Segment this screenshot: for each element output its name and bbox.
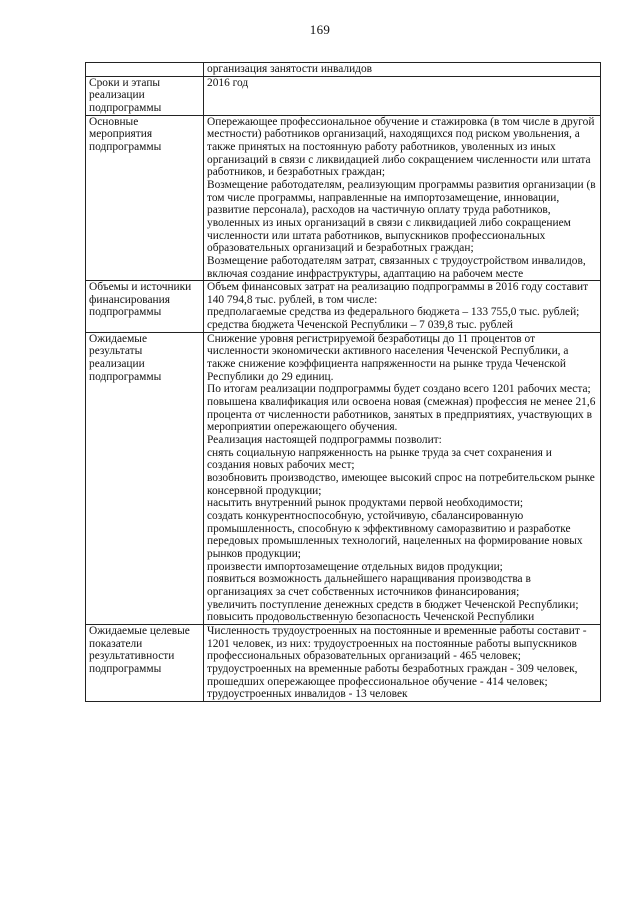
content-line: трудоустроенных на временные работы безработных граждан - 309 человек, — [207, 662, 578, 675]
content-line: создать конкурентноспособную, устойчивую, сбалансированную промышленность, способную к эффективному саморазвитию и разработке передовых промышленных технологий, нацеленных на формирование новых рынков продукции; — [207, 509, 583, 560]
content-line: возобновить производство, имеющее высокий спрос на потребительском рынке консервной продукции; — [207, 472, 595, 497]
row-content-main-activities — [204, 115, 601, 281]
table-row-main-activities — [86, 115, 601, 281]
content-line: Численность трудоустроенных на постоянные и временные работы составит - 1201 человек, из них: трудоустроенных на постоянные работы выпускников профессиональных образовательных организаций - 465 человек; — [207, 624, 587, 663]
content-line: предполагаемые средства из федерального бюджета – 133 755,0 тыс. рублей; — [207, 306, 580, 319]
content-line: 2016 год — [207, 76, 249, 89]
table-row-target-indicators — [86, 624, 601, 701]
row-label-funding: Объемы и источники финансирования подпрограммы — [86, 281, 204, 333]
content-line: насытить внутренний рынок продуктами первой необходимости; — [207, 497, 524, 510]
content-line: средства бюджета Чеченской Республики – 7 039,8 тыс. рублей — [207, 319, 514, 332]
content-line: Опережающее профессиональное обучение и стажировка (в том числе в другой местности) работников организаций, находящихся под риском увольнения, а также принятых на постоянную работу работников, уволенных из иных организаций в связи с ликвидацией либо сокращением численности или штата работников, и безработных граждан; — [207, 115, 595, 179]
content-line: увеличить поступление денежных средств в бюджет Чеченской Республики; — [207, 598, 579, 611]
row-content-expected-results — [204, 332, 601, 624]
row-label-expected-results: Ожидаемые результаты реализации подпрограммы — [86, 332, 204, 624]
content-line: прошедших опережающее профессиональное обучение - 414 человек; — [207, 675, 548, 688]
content-line: Реализация настоящей подпрограммы позволит: — [207, 434, 442, 447]
row-content-funding — [204, 281, 601, 333]
subprogram-passport-table — [85, 62, 601, 702]
content-line: снять социальную напряженность на рынке труда за счет сохранения и создания новых рабочих мест; — [207, 446, 552, 472]
content-line: трудоустроенных инвалидов - 13 человек — [207, 688, 408, 701]
content-line: повышена квалификация или освоена новая (смежная) профессия не менее 21,6 процента от численности работников, занятых в предприятиях, участвующих в мероприятии опережающего обучения. — [207, 396, 596, 434]
content-line: По итогам реализации подпрограммы будет создано всего 1201 рабочих места; — [207, 383, 591, 396]
row-label-terms-and-stages: Сроки и этапы реализации подпрограммы — [86, 76, 204, 115]
row-label-main-activities: Основные мероприятия подпрограммы — [86, 115, 204, 281]
content-line: Снижение уровня регистрируемой безработицы до 11 процентов от численности экономически активного населения Чеченской Республики, а также снижение коэффициента напряженности на рынке труда Чеченской Республики до 29 единиц. — [207, 332, 569, 383]
row-content-terms-and-stages — [204, 76, 601, 115]
row-label-empty — [86, 63, 204, 77]
content-line: повысить продовольственную безопасность Чеченской Республики — [207, 611, 535, 624]
content-line: появиться возможность дальнейшего наращивания производства в организациях за счет собственных источников финансирования; — [207, 573, 531, 598]
table-row-employment-of-disabled — [86, 63, 601, 77]
content-line: Возмещение работодателям, реализующим программы развития организации (в том числе программы, направленные на импортозамещение, инновации, развитие персонала), расходов на частичную оплату труда работников, уволенных из иных организаций в связи с ликвидацией либо сокращением численности или штата работников, выпускников профессиональных образовательных организаций и безработных граждан; — [207, 178, 596, 255]
row-content-employment-of-disabled — [204, 63, 601, 77]
page-number: 169 — [309, 22, 331, 37]
content-line: произвести импортозамещение отдельных видов продукции; — [207, 560, 503, 573]
content-line: организация занятости инвалидов — [207, 63, 373, 75]
row-content-target-indicators — [204, 624, 601, 701]
table-row-expected-results — [86, 332, 601, 624]
content-line: Объем финансовых затрат на реализацию подпрограммы в 2016 году составит 140 794,8 тыс. рублей, в том числе: — [207, 281, 589, 306]
row-label-target-indicators: Ожидаемые целевые показатели результативности подпрограммы — [86, 624, 204, 701]
table-row-funding — [86, 281, 601, 333]
table-row-terms-and-stages — [86, 76, 601, 115]
content-line: Возмещение работодателям затрат, связанных с трудоустройством инвалидов, включая создание инфраструктуры, адаптацию на рабочем месте — [207, 254, 586, 280]
